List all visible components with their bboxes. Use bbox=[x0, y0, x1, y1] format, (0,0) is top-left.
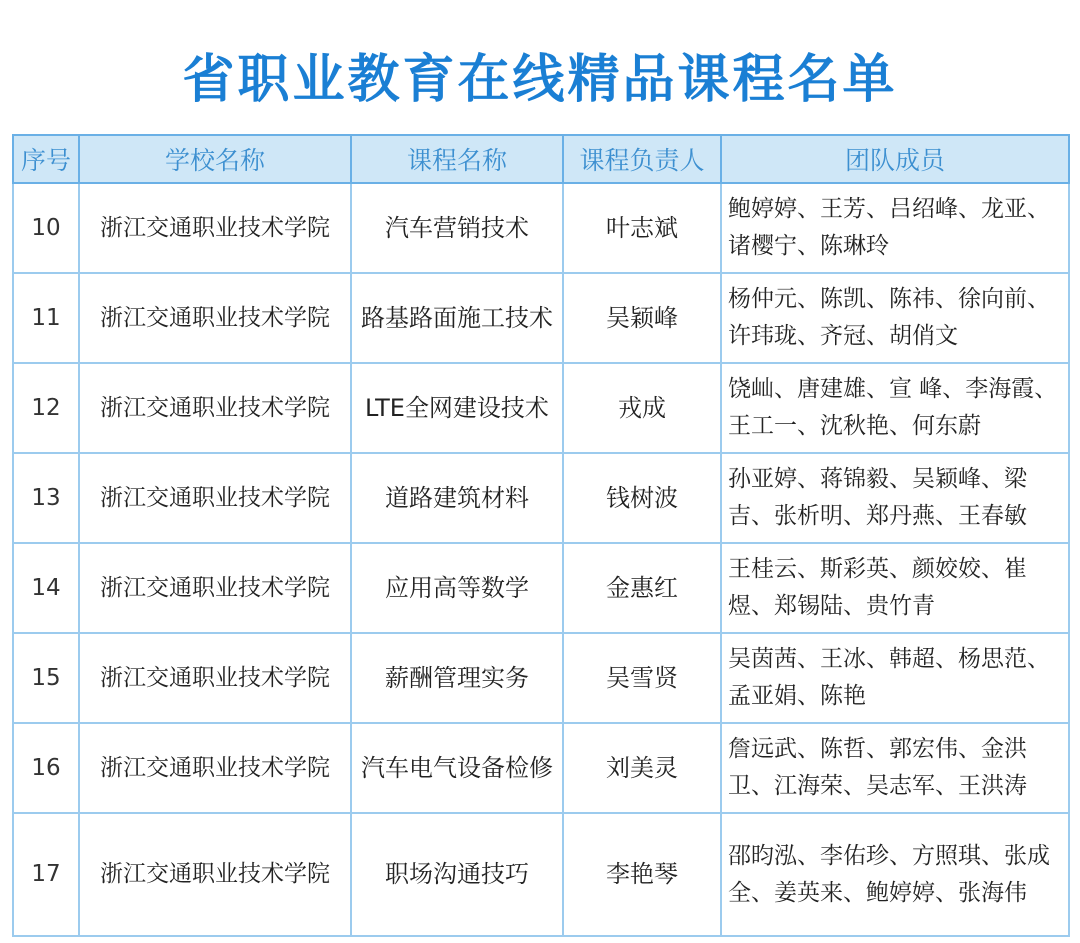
table-row bbox=[13, 273, 1069, 363]
table-row bbox=[13, 543, 1069, 633]
cell-team-members: 孙亚婷、蒋锦毅、吴颖峰、梁吉、张析明、郑丹燕、王春敏 bbox=[721, 453, 1069, 543]
cell-serial-number: 13 bbox=[13, 453, 79, 543]
cell-course-name: 应用高等数学 bbox=[351, 543, 563, 633]
table-row bbox=[13, 363, 1069, 453]
header-team-members: 团队成员 bbox=[721, 135, 1069, 183]
document-title: 省职业教育在线精品课程名单 bbox=[182, 50, 898, 110]
table-header-row bbox=[13, 135, 1069, 183]
cell-serial-number: 14 bbox=[13, 543, 79, 633]
cell-course-leader: 金惠红 bbox=[563, 543, 721, 633]
cell-school-name: 浙江交通职业技术学院 bbox=[79, 813, 351, 936]
table-row bbox=[13, 813, 1069, 936]
cell-course-leader: 吴颖峰 bbox=[563, 273, 721, 363]
cell-serial-number: 10 bbox=[13, 183, 79, 273]
cell-team-members: 邵昀泓、李佑珍、方照琪、张成全、姜英来、鲍婷婷、张海伟 bbox=[721, 813, 1069, 936]
table-row bbox=[13, 633, 1069, 723]
cell-course-leader: 戎成 bbox=[563, 363, 721, 453]
table-row bbox=[13, 723, 1069, 813]
cell-school-name: 浙江交通职业技术学院 bbox=[79, 363, 351, 453]
cell-course-name: 道路建筑材料 bbox=[351, 453, 563, 543]
cell-school-name: 浙江交通职业技术学院 bbox=[79, 183, 351, 273]
cell-course-leader: 钱树波 bbox=[563, 453, 721, 543]
cell-course-name: 薪酬管理实务 bbox=[351, 633, 563, 723]
cell-team-members: 鲍婷婷、王芳、吕绍峰、龙亚、诸樱宁、陈琳玲 bbox=[721, 183, 1069, 273]
cell-school-name: 浙江交通职业技术学院 bbox=[79, 453, 351, 543]
header-course-name: 课程名称 bbox=[351, 135, 563, 183]
cell-course-name: 汽车营销技术 bbox=[351, 183, 563, 273]
header-serial-number: 序号 bbox=[13, 135, 79, 183]
cell-school-name: 浙江交通职业技术学院 bbox=[79, 543, 351, 633]
cell-team-members: 饶屾、唐建雄、宣 峰、李海霞、王工一、沈秋艳、何东蔚 bbox=[721, 363, 1069, 453]
cell-serial-number: 12 bbox=[13, 363, 79, 453]
cell-serial-number: 15 bbox=[13, 633, 79, 723]
cell-serial-number: 11 bbox=[13, 273, 79, 363]
cell-serial-number: 17 bbox=[13, 813, 79, 936]
cell-course-leader: 吴雪贤 bbox=[563, 633, 721, 723]
cell-course-name: 路基路面施工技术 bbox=[351, 273, 563, 363]
cell-team-members: 吴茵茜、王冰、韩超、杨思范、孟亚娟、陈艳 bbox=[721, 633, 1069, 723]
course-list-table bbox=[12, 134, 1070, 937]
header-course-leader: 课程负责人 bbox=[563, 135, 721, 183]
cell-team-members: 王桂云、斯彩英、颜姣姣、崔煜、郑锡陆、贵竹青 bbox=[721, 543, 1069, 633]
table-row bbox=[13, 453, 1069, 543]
cell-course-leader: 叶志斌 bbox=[563, 183, 721, 273]
cell-team-members: 詹远武、陈哲、郭宏伟、金洪卫、江海荣、吴志军、王洪涛 bbox=[721, 723, 1069, 813]
cell-course-leader: 李艳琴 bbox=[563, 813, 721, 936]
cell-course-name: LTE全网建设技术 bbox=[351, 363, 563, 453]
cell-course-name: 职场沟通技巧 bbox=[351, 813, 563, 936]
cell-school-name: 浙江交通职业技术学院 bbox=[79, 633, 351, 723]
cell-course-name: 汽车电气设备检修 bbox=[351, 723, 563, 813]
cell-school-name: 浙江交通职业技术学院 bbox=[79, 273, 351, 363]
cell-school-name: 浙江交通职业技术学院 bbox=[79, 723, 351, 813]
header-school-name: 学校名称 bbox=[79, 135, 351, 183]
table-row bbox=[13, 183, 1069, 273]
cell-serial-number: 16 bbox=[13, 723, 79, 813]
cell-team-members: 杨仲元、陈凯、陈祎、徐向前、许玮珑、齐冠、胡俏文 bbox=[721, 273, 1069, 363]
cell-course-leader: 刘美灵 bbox=[563, 723, 721, 813]
